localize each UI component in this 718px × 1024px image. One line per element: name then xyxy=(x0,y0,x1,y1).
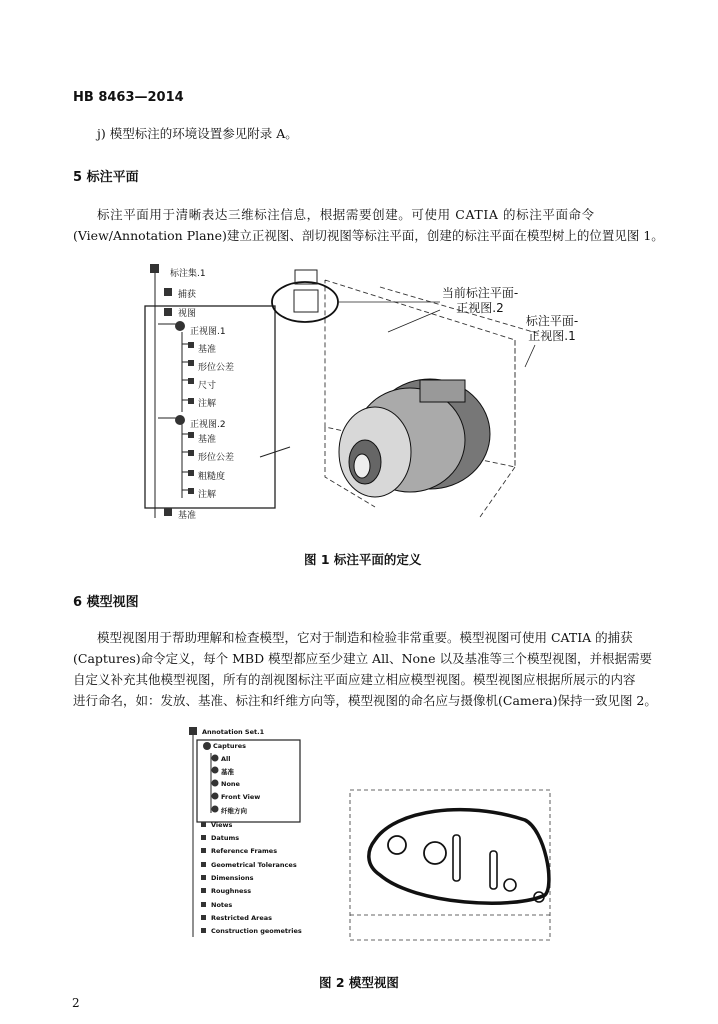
label-current-plane xyxy=(430,286,530,316)
tree-capture-datum[interactable]: 基准 xyxy=(221,768,234,776)
figure-1 xyxy=(140,262,600,537)
label-current-plane-line-1: 当前标注平面- xyxy=(441,286,519,300)
figure-2 xyxy=(185,725,565,950)
tree-capture-fiber-direction[interactable]: 纤维方向 xyxy=(221,807,247,815)
tree-dimensions[interactable]: Dimensions xyxy=(211,874,254,882)
tree-gdt-2[interactable]: 形位公差 xyxy=(198,453,235,463)
label-plane-view-1-line-2: 正视图.1 xyxy=(528,329,576,343)
tree-views-node[interactable]: Views xyxy=(211,821,233,829)
tree-geometrical-tolerances[interactable]: Geometrical Tolerances xyxy=(211,861,297,869)
label-plane-view-1 xyxy=(510,314,594,344)
tree-reference-frames[interactable]: Reference Frames xyxy=(211,847,278,855)
tree-front-view-1[interactable]: 正视图.1 xyxy=(190,327,226,337)
document-header: HB 8463—2014 xyxy=(73,90,184,105)
section-6-para-line-3: 自定义补充其他模型视图，所有的剖视图标注平面应建立相应模型视图。模型视图应根据所展示的内容 xyxy=(73,672,636,687)
tree-datum-1[interactable]: 基准 xyxy=(198,345,217,355)
tree-front-view-2[interactable]: 正视图.2 xyxy=(190,420,226,430)
tree-captures[interactable]: Captures xyxy=(213,742,247,750)
tree-datums[interactable]: Datums xyxy=(211,834,240,842)
tree-dimension-1[interactable]: 尺寸 xyxy=(198,381,217,391)
tree-notes[interactable]: Notes xyxy=(211,901,233,909)
tree-roughness-2[interactable]: 粗糙度 xyxy=(198,472,226,482)
tree-note-1[interactable]: 注解 xyxy=(198,399,217,409)
section-5-para-line-2: (View/Annotation Plane)建立正视图、剖切视图等标注平面，创建的标注平面在模型树上的位置见图 1。 xyxy=(73,228,664,243)
tree-gdt-1[interactable]: 形位公差 xyxy=(198,363,235,373)
section-5-title: 5 标注平面 xyxy=(73,170,139,185)
tree-datum-2[interactable]: 基准 xyxy=(198,435,217,445)
tree-capture-front-view[interactable]: Front View xyxy=(221,793,261,801)
tree-construction-geometries[interactable]: Construction geometries xyxy=(211,927,302,935)
figure-2-caption: 图 2 模型视图 xyxy=(319,975,399,990)
figure-1-caption: 图 1 标注平面的定义 xyxy=(304,552,422,567)
tree-capture-all[interactable]: All xyxy=(221,755,231,763)
label-plane-view-1-line-1: 标注平面- xyxy=(525,314,579,328)
section-6-para-line-4: 进行命名，如：发放、基准、标注和纤维方向等，模型视图的命名应与摄像机(Camera)保持一致见图 2。 xyxy=(73,693,657,708)
tree-annotation-set-1[interactable]: Annotation Set.1 xyxy=(202,728,265,736)
section-6-para-line-2: (Captures)命令定义，每个 MBD 模型都应至少建立 All、None 以及基准等三个模型视图，并根据需要 xyxy=(73,651,652,666)
tree-datum-root[interactable]: 基准 xyxy=(178,511,197,521)
label-current-plane-line-2: 正视图.2 xyxy=(456,301,504,315)
tree-views[interactable]: 视图 xyxy=(178,309,197,319)
tree-roughness[interactable]: Roughness xyxy=(211,887,252,895)
section-6-title: 6 模型视图 xyxy=(73,595,139,610)
item-j: j) 模型标注的环境设置参见附录 A。 xyxy=(97,126,298,141)
tree-capture-none[interactable]: None xyxy=(221,780,240,788)
page-number: 2 xyxy=(72,996,80,1010)
tree-note-2[interactable]: 注解 xyxy=(198,490,217,500)
tree-restricted-areas[interactable]: Restricted Areas xyxy=(211,914,273,922)
section-5-para-line-1: 标注平面用于清晰表达三维标注信息，根据需要创建。可使用 CATIA 的标注平面命令 xyxy=(97,207,595,222)
tree-capture[interactable]: 捕获 xyxy=(178,290,197,300)
tree-annotation-set[interactable]: 标注集.1 xyxy=(170,269,206,279)
section-6-para-line-1: 模型视图用于帮助理解和检查模型，它对于制造和检验非常重要。模型视图可使用 CATIA 的捕获 xyxy=(97,630,633,645)
